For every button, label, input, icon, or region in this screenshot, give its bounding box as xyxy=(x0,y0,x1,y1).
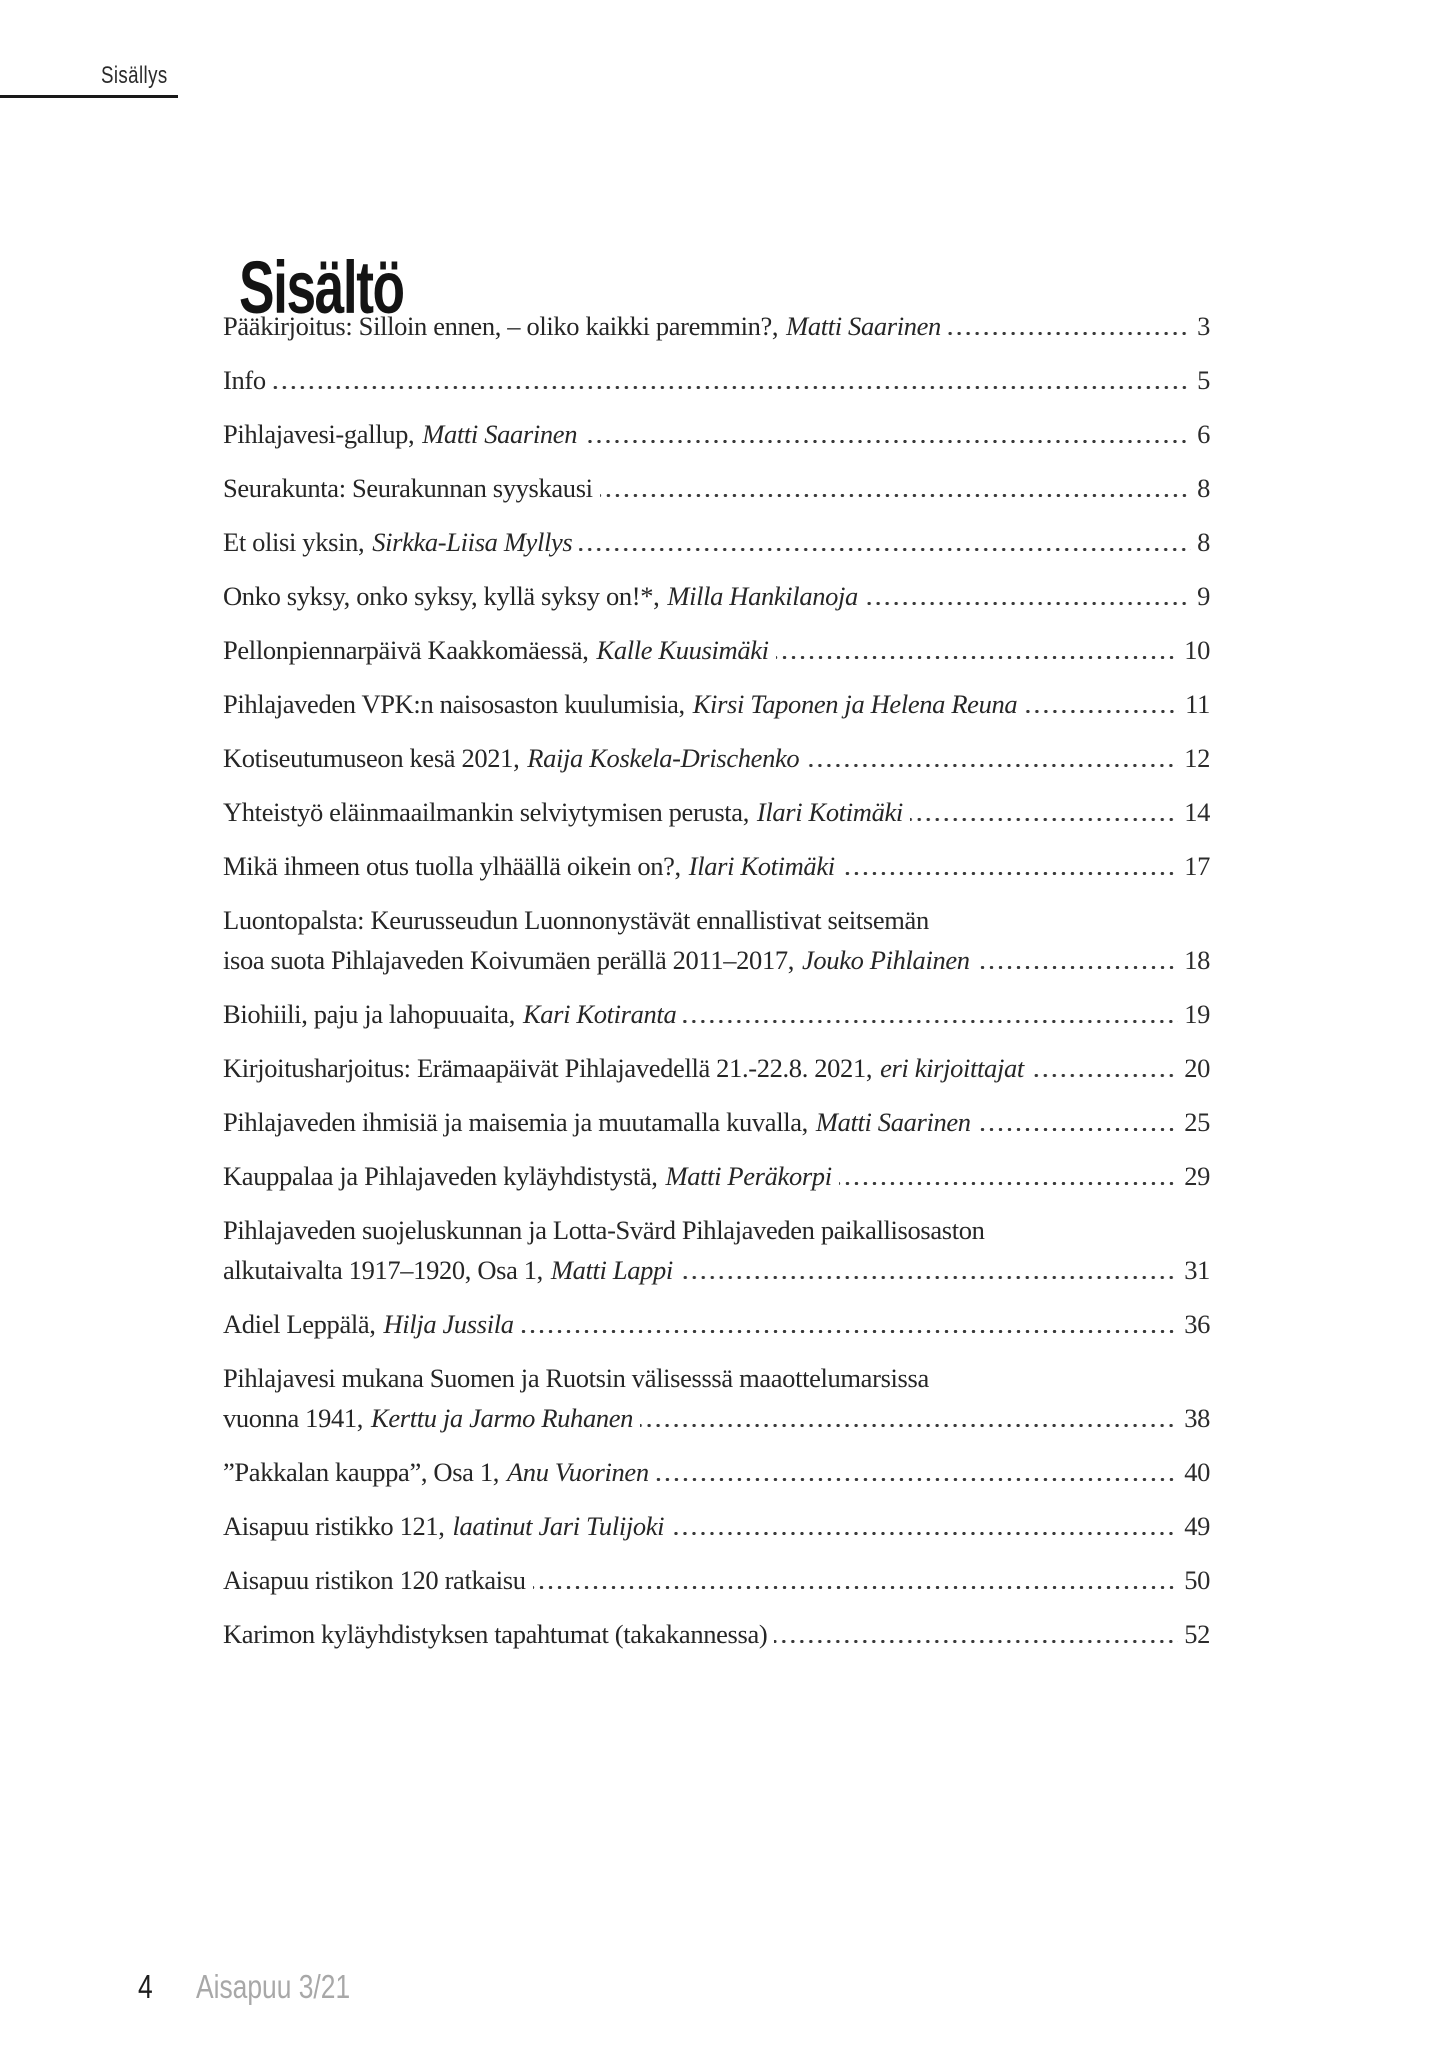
toc-entry-line xyxy=(223,1095,1210,1149)
toc-page-number: 18 xyxy=(1184,945,1210,975)
toc-entry xyxy=(223,1351,1210,1445)
toc-list xyxy=(223,299,1210,1661)
toc-entry-author: Milla Hankilanoja xyxy=(667,581,858,611)
toc-page-number: 8 xyxy=(1197,473,1210,503)
toc-entry xyxy=(223,1041,1210,1095)
toc-entry-title-text: alkutaivalta 1917–1920, Osa 1, xyxy=(223,1255,543,1285)
toc-entry xyxy=(223,839,1210,893)
dot-leader xyxy=(806,764,1178,767)
toc-entry xyxy=(223,515,1210,569)
dot-leader xyxy=(910,818,1178,821)
toc-entry-title-text: Aisapuu ristikko 121, xyxy=(223,1511,445,1541)
dot-leader xyxy=(948,332,1191,335)
running-header-label: Sisällys xyxy=(101,62,168,89)
toc-entry-title-text: Pihlajaveden ihmisiä ja maisemia ja muutamalla kuvalla, xyxy=(223,1107,808,1137)
toc-page-number: 10 xyxy=(1184,635,1210,665)
toc-page-number: 12 xyxy=(1184,743,1210,773)
toc-entry-title-text: Mikä ihmeen otus tuolla ylhäällä oikein on?, xyxy=(223,851,681,881)
toc-entry xyxy=(223,299,1210,353)
dot-leader xyxy=(1024,710,1179,713)
toc-page-number: 8 xyxy=(1197,527,1210,557)
toc-entry-author: Anu Vuorinen xyxy=(506,1457,649,1487)
toc-entry-title-text: ”Pakkalan kauppa”, Osa 1, xyxy=(223,1457,500,1487)
toc-entry-title-text: Et olisi yksin, xyxy=(223,527,365,557)
toc-entry-line xyxy=(223,839,1210,893)
dot-leader xyxy=(978,1128,1179,1131)
toc-entry-author: laatinut Jari Tulijoki xyxy=(452,1511,665,1541)
toc-entry-title-text: Yhteistyö eläinmaailmankin selviytymisen perusta, xyxy=(223,797,749,827)
dot-leader xyxy=(273,386,1191,389)
toc-entry-line xyxy=(223,569,1210,623)
toc-entry xyxy=(223,1553,1210,1607)
dot-leader xyxy=(656,1478,1178,1481)
toc-entry-line xyxy=(223,933,1210,987)
toc-entry-title-text: isoa suota Pihlajaveden Koivumäen perällä 2011–2017, xyxy=(223,945,795,975)
dot-leader xyxy=(842,872,1178,875)
toc-entry xyxy=(223,893,1210,987)
dot-leader xyxy=(640,1424,1178,1427)
toc-page-number: 11 xyxy=(1185,689,1210,719)
toc-entry xyxy=(223,677,1210,731)
dot-leader xyxy=(584,440,1191,443)
toc-entry-line xyxy=(223,987,1210,1041)
toc-entry-line xyxy=(223,1607,1210,1661)
toc-entry-line xyxy=(223,677,1210,731)
dot-leader xyxy=(776,656,1179,659)
toc-entry-line xyxy=(223,1553,1210,1607)
toc-entry-title-text: Onko syksy, onko syksy, kyllä syksy on!*, xyxy=(223,581,660,611)
toc-entry-title-text: Karimon kyläyhdistyksen tapahtumat (takakannessa) xyxy=(223,1619,768,1649)
toc-page-number: 40 xyxy=(1184,1457,1210,1487)
toc-entry-author: Matti Lappi xyxy=(550,1255,673,1285)
toc-entry-title-text: Luontopalsta: Keurusseudun Luonnonystävät ennallistivat seitsemän xyxy=(223,905,929,935)
dot-leader xyxy=(1031,1074,1178,1077)
toc-entry xyxy=(223,353,1210,407)
toc-page-number: 49 xyxy=(1184,1511,1210,1541)
toc-entry-author: Matti Saarinen xyxy=(815,1107,971,1137)
toc-entry-line xyxy=(223,1149,1210,1203)
toc-entry-author: Hilja Jussila xyxy=(383,1309,514,1339)
toc-entry-author: Sirkka-Liisa Myllys xyxy=(372,527,573,557)
toc-entry xyxy=(223,1203,1210,1297)
toc-page-number: 17 xyxy=(1184,851,1210,881)
toc-entry-title-text: Kirjoitusharjoitus: Erämaapäivät Pihlajavedellä 21.-22.8. 2021, xyxy=(223,1053,873,1083)
toc-entry-line xyxy=(223,299,1210,353)
toc-entry-line xyxy=(223,623,1210,677)
toc-entry xyxy=(223,1445,1210,1499)
toc-entry-title-text: Adiel Leppälä, xyxy=(223,1309,376,1339)
toc-entry-line xyxy=(223,1041,1210,1095)
toc-page-number: 5 xyxy=(1197,365,1210,395)
toc-entry-author: Matti Peräkorpi xyxy=(665,1161,832,1191)
toc-entry-line xyxy=(223,353,1210,407)
toc-entry-title-text: Biohiili, paju ja lahopuuaita, xyxy=(223,999,515,1029)
toc-page-number: 38 xyxy=(1184,1403,1210,1433)
toc-entry-title-text: Kotiseutumuseon kesä 2021, xyxy=(223,743,520,773)
toc-entry-author: Kari Kotiranta xyxy=(522,999,677,1029)
toc-entry xyxy=(223,731,1210,785)
toc-entry-title-text: Pellonpiennarpäivä Kaakkomäessä, xyxy=(223,635,589,665)
toc-entry-author: Kalle Kuusimäki xyxy=(596,635,769,665)
toc-entry-title-text: Pihlajavesi mukana Suomen ja Ruotsin välisesssä maaottelumarsissa xyxy=(223,1363,929,1393)
toc-page-number: 25 xyxy=(1184,1107,1210,1137)
toc-page-number: 3 xyxy=(1197,311,1210,341)
toc-entry-author: Ilari Kotimäki xyxy=(688,851,835,881)
toc-page-number: 19 xyxy=(1184,999,1210,1029)
toc-entry xyxy=(223,987,1210,1041)
toc-entry-line xyxy=(223,461,1210,515)
toc-entry-title-text: Aisapuu ristikon 120 ratkaisu xyxy=(223,1565,526,1595)
toc-entry xyxy=(223,407,1210,461)
toc-entry-author: Ilari Kotimäki xyxy=(756,797,903,827)
toc-entry-title-text: Seurakunta: Seurakunnan syyskausi xyxy=(223,473,593,503)
toc-entry-line xyxy=(223,731,1210,785)
toc-entry-line xyxy=(223,515,1210,569)
dot-leader xyxy=(533,1586,1179,1589)
toc-entry-author: Raija Koskela-Drischenko xyxy=(527,743,800,773)
toc-entry xyxy=(223,1297,1210,1351)
toc-entry xyxy=(223,1607,1210,1661)
toc-entry-title-text: vuonna 1941, xyxy=(223,1403,364,1433)
dot-leader xyxy=(774,1640,1178,1643)
toc-entry xyxy=(223,461,1210,515)
toc-entry-line xyxy=(223,785,1210,839)
toc-entry xyxy=(223,623,1210,677)
dot-leader xyxy=(579,548,1191,551)
dot-leader xyxy=(683,1020,1178,1023)
toc-entry xyxy=(223,569,1210,623)
toc-entry-line xyxy=(223,1445,1210,1499)
toc-entry-line xyxy=(223,1499,1210,1553)
dot-leader xyxy=(521,1330,1179,1333)
toc-page-number: 20 xyxy=(1184,1053,1210,1083)
toc-page-number: 29 xyxy=(1184,1161,1210,1191)
running-header-rule xyxy=(0,95,178,98)
dot-leader xyxy=(600,494,1191,497)
dot-leader xyxy=(865,602,1191,605)
toc-page-number: 14 xyxy=(1184,797,1210,827)
toc-entry-author: Matti Saarinen xyxy=(422,419,578,449)
toc-entry-title-text: Pääkirjoitus: Silloin ennen, – oliko kaikki paremmin?, xyxy=(223,311,779,341)
toc-entry-line xyxy=(223,1297,1210,1351)
toc-page-number: 50 xyxy=(1184,1565,1210,1595)
dot-leader xyxy=(977,966,1179,969)
toc-entry-author: Kirsi Taponen ja Helena Reuna xyxy=(692,689,1018,719)
toc-entry xyxy=(223,1095,1210,1149)
toc-entry xyxy=(223,1149,1210,1203)
dot-leader xyxy=(680,1276,1178,1279)
footer-issue-label: Aisapuu 3/21 xyxy=(196,1968,351,2005)
toc-entry-title-text: Pihlajaveden VPK:n naisosaston kuulumisia, xyxy=(223,689,685,719)
page-title: Sisältö xyxy=(239,245,404,329)
footer-page-number: 4 xyxy=(138,1968,153,2005)
toc-page-number: 31 xyxy=(1184,1255,1210,1285)
dot-leader xyxy=(671,1532,1178,1535)
toc-entry-author: Kerttu ja Jarmo Ruhanen xyxy=(371,1403,634,1433)
toc-entry-title-text: Pihlajaveden suojeluskunnan ja Lotta-Svärd Pihlajaveden paikallisosaston xyxy=(223,1215,985,1245)
toc-page-number: 36 xyxy=(1184,1309,1210,1339)
toc-entry-title-text: Pihlajavesi-gallup, xyxy=(223,419,415,449)
dot-leader xyxy=(839,1182,1178,1185)
toc-page-number: 9 xyxy=(1197,581,1210,611)
toc-entry-line xyxy=(223,407,1210,461)
toc-entry xyxy=(223,1499,1210,1553)
toc-entry-author: Matti Saarinen xyxy=(786,311,941,341)
toc-entry-title-text: Kauppalaa ja Pihlajaveden kyläyhdistystä, xyxy=(223,1161,658,1191)
toc-page-number: 6 xyxy=(1197,419,1210,449)
toc-entry xyxy=(223,785,1210,839)
toc-entry-author: Jouko Pihlainen xyxy=(801,945,970,975)
toc-page-number: 52 xyxy=(1184,1619,1210,1649)
toc-entry-title-text: Info xyxy=(223,365,266,395)
toc-entry-author: eri kirjoittajat xyxy=(880,1053,1024,1083)
